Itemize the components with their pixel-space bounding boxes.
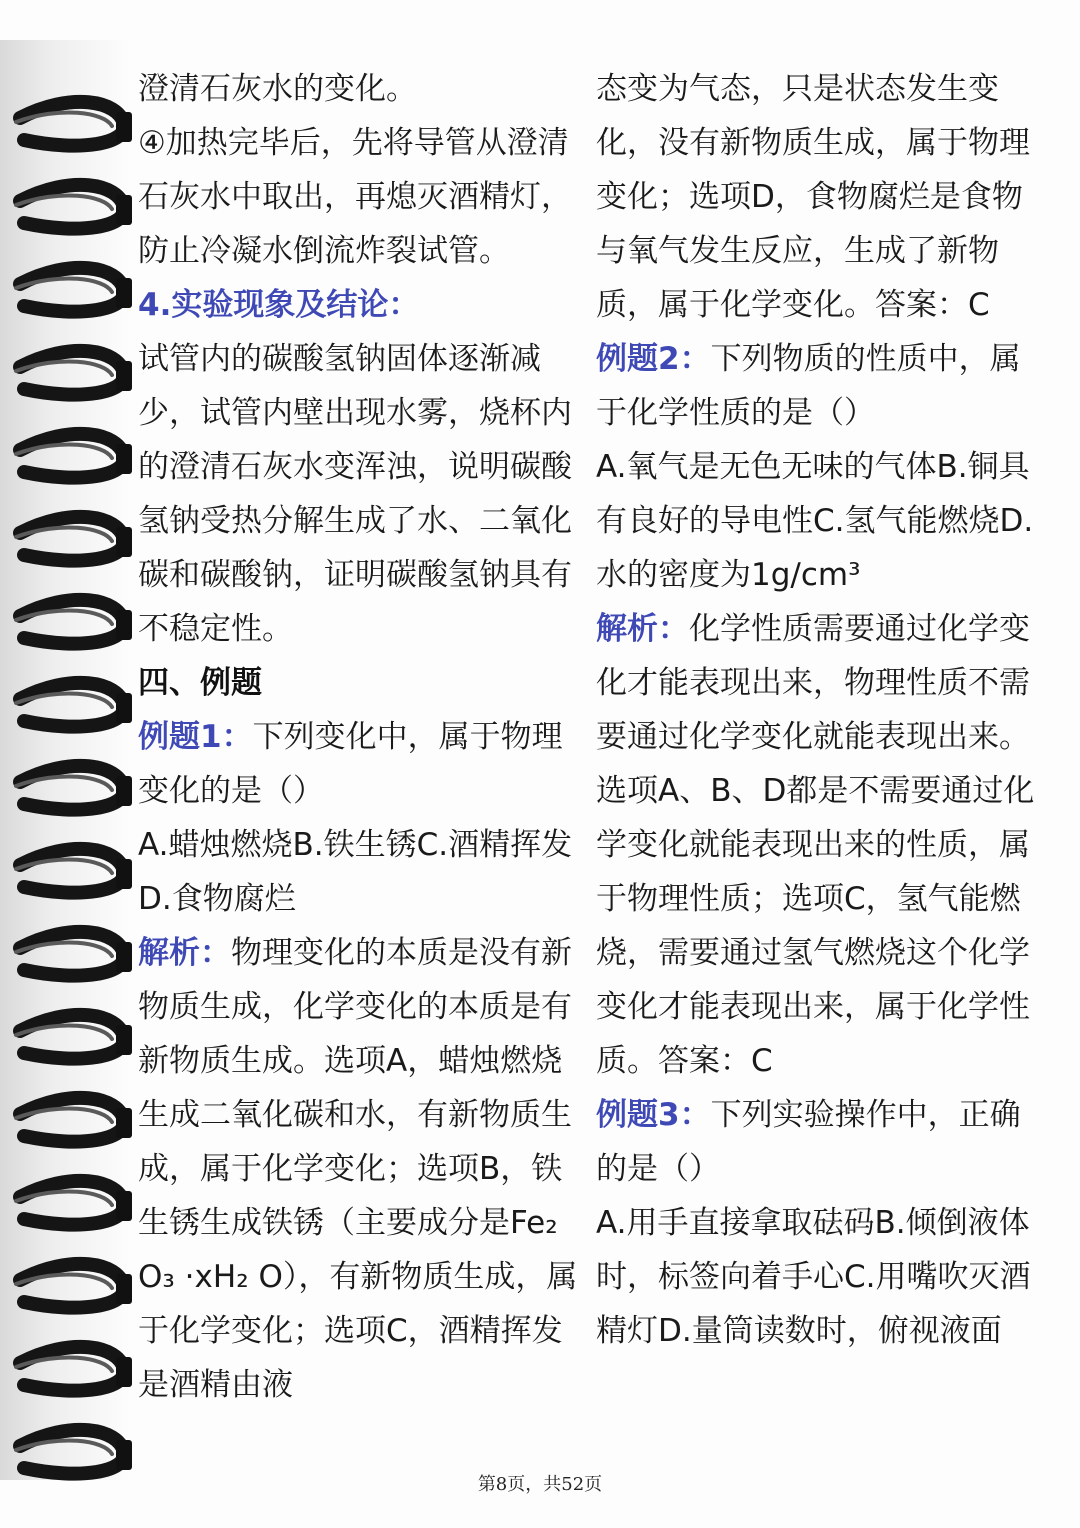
example-question: 下列物质的性质中，属于化学性质的是（）	[596, 341, 1021, 431]
right-column	[596, 62, 1036, 1358]
spiral-ring	[16, 185, 132, 229]
spiral-ring	[16, 1015, 132, 1059]
analysis-text: 物理变化的本质是没有新物质生成，化学变化的本质是有新物质生成。选项A，蜡烛燃烧生成二氧化碳和水，有新物质生成，属于化学变化；选项B，铁生锈生成铁锈（主要成分是Fe₂ O₃ ·xH₂ O），有新物质生成，属于化学变化；选项C，酒精挥发是酒精由液	[138, 935, 578, 1403]
paragraph: ④加热完毕后，先将导管从澄清石灰水中取出，再熄灭酒精灯，防止冷凝水倒流炸裂试管。	[138, 125, 572, 269]
spiral-binding	[0, 0, 140, 1528]
paragraph: 态变为气态，只是状态发生变化，没有新物质生成，属于物理变化；选项D，食物腐烂是食物与氧气发生反应，生成了新物质，属于化学变化。答案：C	[596, 71, 1030, 323]
analysis-1	[138, 926, 578, 1412]
example-options: A.用手直接拿取砝码B.倾倒液体时，标签向着手心C.用嘴吹灭酒精灯D.量筒读数时，俯视液面	[596, 1205, 1031, 1349]
analysis-label: 解析：	[596, 611, 689, 647]
analysis-2	[596, 602, 1036, 1088]
example-question: 下列变化中，属于物理变化的是（）	[138, 719, 563, 809]
spiral-ring	[16, 1347, 132, 1391]
spiral-ring	[16, 683, 132, 727]
spiral-ring	[16, 600, 132, 644]
example-2	[596, 332, 1036, 440]
spiral-ring	[16, 102, 132, 146]
chapter-heading: 四、例题	[138, 665, 262, 701]
example-label: 例题2：	[596, 341, 711, 377]
spiral-ring	[16, 932, 132, 976]
spiral-ring	[16, 434, 132, 478]
spiral-ring	[16, 517, 132, 561]
spiral-ring	[16, 351, 132, 395]
analysis-label: 解析：	[138, 935, 231, 971]
example-label: 例题1：	[138, 719, 253, 755]
example-question: 下列实验操作中，正确的是（）	[596, 1097, 1021, 1187]
example-options: A.氧气是无色无味的气体B.铜具有良好的导电性C.氢气能燃烧D.水的密度为1g/cm³	[596, 449, 1034, 593]
spiral-ring	[16, 1098, 132, 1142]
page-number: 第8页，共52页	[477, 1474, 603, 1495]
example-1	[138, 710, 578, 818]
spiral-ring	[16, 1430, 132, 1474]
spiral-ring	[16, 766, 132, 810]
paragraph: 澄清石灰水的变化。	[138, 71, 417, 107]
analysis-text: 化学性质需要通过化学变化才能表现出来，物理性质不需要通过化学变化就能表现出来。选项A、B、D都是不需要通过化学变化就能表现出来的性质，属于物理性质；选项C，氢气能燃烧，需要通过氢气燃烧这个化学变化才能表现出来，属于化学性质。答案：C	[596, 611, 1035, 1079]
paragraph: 试管内的碳酸氢钠固体逐渐减少，试管内壁出现水雾，烧杯内的澄清石灰水变浑浊，说明碳酸氢钠受热分解生成了水、二氧化碳和碳酸钠，证明碳酸氢钠具有不稳定性。	[138, 341, 572, 647]
spiral-ring	[16, 268, 132, 312]
example-label: 例题3：	[596, 1097, 711, 1133]
section-heading: 4.实验现象及结论：	[138, 287, 420, 323]
left-column	[138, 62, 578, 1412]
spiral-ring	[16, 849, 132, 893]
example-options: A.蜡烛燃烧B.铁生锈C.酒精挥发D.食物腐烂	[138, 827, 573, 917]
example-3	[596, 1088, 1036, 1196]
spiral-ring	[16, 1264, 132, 1308]
spiral-ring	[16, 1181, 132, 1225]
